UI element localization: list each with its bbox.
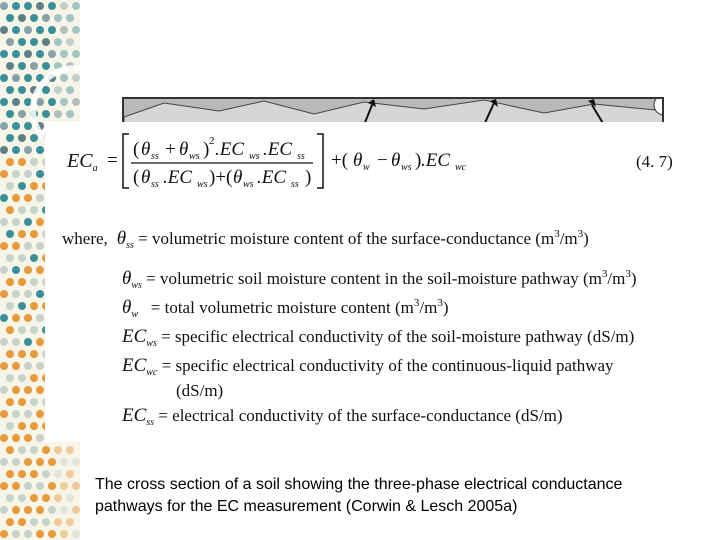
decorative-dot: [24, 410, 32, 418]
decorative-dot: [36, 314, 44, 322]
decorative-dot: [48, 50, 56, 58]
decorative-dot: [12, 74, 20, 82]
decorative-dot: [0, 290, 8, 298]
decorative-dot: [6, 182, 14, 190]
equation-number: (4. 7): [636, 152, 673, 171]
decorative-dot: [6, 350, 14, 358]
decorative-dot: [60, 50, 68, 58]
decorative-dot: [30, 158, 38, 166]
decorative-dot: [18, 494, 26, 502]
decorative-dot: [36, 410, 44, 418]
unit-slash: /m: [419, 298, 438, 317]
decorative-dot: [12, 314, 20, 322]
decorative-dot: [30, 206, 38, 214]
decorative-dot: [12, 2, 20, 10]
svg-text:ss: ss: [297, 151, 305, 162]
decorative-dot: [24, 362, 32, 370]
svg-text:θ: θ: [141, 167, 151, 188]
decorative-dot: [60, 98, 68, 106]
decorative-dot: [18, 518, 26, 526]
svg-text:)+(: )+(: [209, 167, 233, 188]
decorative-dot: [24, 434, 32, 442]
decorative-dot: [72, 98, 80, 106]
decorative-dot: [18, 326, 26, 334]
decorative-dot: [30, 302, 38, 310]
decorative-dot: [12, 290, 20, 298]
ec-wc-text-line1: = specific electrical conductivity of the continuous-liquid pathway: [161, 356, 614, 375]
decorative-dot: [12, 386, 20, 394]
decorative-dot: [0, 50, 8, 58]
decorative-dot: [6, 446, 14, 454]
decorative-dot: [24, 146, 32, 154]
theta-ws-text: = volumetric soil moisture content in the soil-moisture pathway (m: [146, 269, 602, 288]
decorative-dot: [72, 26, 80, 34]
decorative-dot: [12, 170, 20, 178]
decorative-dot: [30, 446, 38, 454]
decorative-dot: [24, 50, 32, 58]
decorative-dot: [30, 38, 38, 46]
decorative-dot: [12, 98, 20, 106]
decorative-dot: [60, 2, 68, 10]
decorative-dot: [12, 218, 20, 226]
decorative-dot: [24, 194, 32, 202]
decorative-dot: [54, 110, 62, 118]
decorative-dot: [24, 506, 32, 514]
decorative-dot: [66, 14, 74, 22]
decorative-dot: [0, 338, 8, 346]
decorative-dot: [36, 266, 44, 274]
decorative-dot: [12, 434, 20, 442]
decorative-dot: [0, 530, 8, 538]
decorative-dot: [24, 290, 32, 298]
decorative-dot: [42, 14, 50, 22]
decorative-dot: [66, 518, 74, 526]
decorative-dot: [6, 422, 14, 430]
decorative-dot: [72, 74, 80, 82]
decorative-dot: [6, 86, 14, 94]
caption-line-1: The cross section of a soil showing the three-phase electrical conductance: [95, 476, 623, 493]
decorative-dot: [54, 14, 62, 22]
decorative-dot: [0, 386, 8, 394]
decorative-dot: [18, 182, 26, 190]
decorative-dot: [36, 386, 44, 394]
decorative-dot: [36, 2, 44, 10]
decorative-dot: [18, 470, 26, 478]
decorative-dot: [36, 218, 44, 226]
decorative-dot: [0, 2, 8, 10]
decorative-dot: [0, 74, 8, 82]
decorative-dot: [0, 98, 8, 106]
decorative-dot: [66, 110, 74, 118]
caption-line-2: pathways for the EC measurement (Corwin & Lesch 2005a): [95, 498, 518, 515]
decorative-dot: [30, 398, 38, 406]
decorative-dot: [30, 518, 38, 526]
decorative-dot: [18, 14, 26, 22]
decorative-dot: [6, 158, 14, 166]
decorative-dot: [18, 446, 26, 454]
unit-close: ): [630, 269, 637, 288]
decorative-dot: [48, 482, 56, 490]
ec-ws-text: = specific electrical conductivity of the soil-moisture pathway (dS/m): [161, 327, 635, 346]
svg-text:ss: ss: [291, 179, 299, 190]
decorative-dot: [36, 170, 44, 178]
decorative-dot: [54, 446, 62, 454]
decorative-dot: [6, 110, 14, 118]
decorative-dot: [0, 26, 8, 34]
equation-lhs-symbol: EC: [67, 150, 93, 172]
decorative-dot: [18, 278, 26, 286]
svg-text:.EC: .EC: [163, 167, 193, 188]
definition-ec-wc: $EC_{wc}$ = specific electrical conductivity of the continuous-liquid pathway: [122, 355, 614, 378]
figure-caption: [95, 474, 705, 518]
decorative-dot: [6, 518, 14, 526]
decorative-dot: [0, 242, 8, 250]
decorative-dot: [18, 110, 26, 118]
decorative-dot: [0, 266, 8, 274]
svg-text:(: (: [133, 139, 140, 160]
decorative-dot: [60, 26, 68, 34]
decorative-dot: [12, 146, 20, 154]
decorative-dot: [6, 206, 14, 214]
decorative-dot: [12, 122, 20, 130]
decorative-dot: [0, 482, 8, 490]
decorative-dot: [30, 422, 38, 430]
decorative-dot: [6, 326, 14, 334]
decorative-dot: [24, 314, 32, 322]
decorative-dot: [18, 62, 26, 70]
decorative-dot: [18, 422, 26, 430]
equation-lhs: [67, 150, 98, 174]
decorative-dot: [24, 338, 32, 346]
decorative-dot: [48, 2, 56, 10]
svg-text:.EC: .EC: [215, 139, 245, 160]
svg-text:=: =: [107, 150, 118, 171]
decorative-dot: [0, 362, 8, 370]
decorative-dot: [12, 194, 20, 202]
decorative-dot: [24, 122, 32, 130]
equation-formula: [107, 130, 517, 192]
svg-text:+(: +(: [331, 150, 349, 171]
decorative-dot: [12, 362, 20, 370]
decorative-dot: [6, 254, 14, 262]
decorative-dot: [30, 14, 38, 22]
decorative-dot: [6, 278, 14, 286]
decorative-dot: [72, 530, 80, 538]
decorative-dot: [60, 482, 68, 490]
decorative-dot: [60, 458, 68, 466]
decorative-dot: [0, 434, 8, 442]
decorative-dot: [36, 26, 44, 34]
svg-text:ws: ws: [249, 151, 260, 162]
decorative-dot: [42, 110, 50, 118]
decorative-dot: [60, 530, 68, 538]
equation-lhs-subscript: a: [92, 163, 98, 174]
decorative-dot: [36, 338, 44, 346]
decorative-dot: [12, 242, 20, 250]
decorative-dot: [36, 434, 44, 442]
svg-text:θ: θ: [353, 150, 363, 171]
svg-text:ss: ss: [151, 151, 159, 162]
decorative-dot: [24, 170, 32, 178]
definition-theta-w: $\theta_w$ = total volumetric moisture content $(m^3/m^3)$: [122, 297, 449, 320]
decorative-dot: [0, 194, 8, 202]
decorative-dot: [66, 446, 74, 454]
svg-text:.EC: .EC: [263, 139, 293, 160]
decorative-dot: [30, 350, 38, 358]
decorative-dot: [48, 98, 56, 106]
decorative-dot: [42, 62, 50, 70]
decorative-dot: [30, 230, 38, 238]
svg-text:): ): [305, 167, 312, 188]
unit-slash: /m: [607, 269, 626, 288]
decorative-dot: [6, 494, 14, 502]
decorative-dot: [66, 470, 74, 478]
svg-text:): ): [203, 139, 210, 160]
decorative-dot: [0, 218, 8, 226]
decorative-dot: [24, 242, 32, 250]
decorative-dot: [12, 266, 20, 274]
decorative-dot: [12, 26, 20, 34]
svg-text:(: (: [133, 167, 140, 188]
decorative-dot: [6, 470, 14, 478]
svg-text:ws: ws: [197, 179, 208, 190]
decorative-dot: [6, 302, 14, 310]
decorative-dot: [6, 134, 14, 142]
svg-text:+: +: [165, 139, 176, 160]
decorative-dot: [72, 2, 80, 10]
definition-ec-ss: $EC_{ss}$ = electrical conductivity of the surface-conductance (dS/m): [122, 405, 563, 428]
decorative-dot: [6, 374, 14, 382]
unit-close: ): [583, 229, 589, 248]
decorative-dot: [66, 38, 74, 46]
decorative-dot: [36, 50, 44, 58]
decorative-dot: [30, 62, 38, 70]
decorative-dot: [30, 254, 38, 262]
unit-close: ): [442, 298, 449, 317]
decorative-dot: [6, 230, 14, 238]
decorative-dot: [30, 134, 38, 142]
decorative-dot: [30, 182, 38, 190]
svg-text:.EC: .EC: [421, 150, 451, 171]
decorative-dot: [0, 122, 8, 130]
decorative-dot: [18, 158, 26, 166]
svg-text:): ): [415, 150, 422, 171]
ec-ss-text: = electrical conductivity of the surface-conductance (dS/m): [158, 406, 563, 425]
decorative-dot: [54, 86, 62, 94]
definition-theta-ss: where, $\theta_{ss}$ = volumetric moisture content of the surface-conductance $(m^3/m^3)$: [62, 228, 589, 251]
decorative-dot: [6, 62, 14, 70]
decorative-dot: [18, 206, 26, 214]
decorative-dot: [24, 530, 32, 538]
decorative-dot: [36, 290, 44, 298]
decorative-dot: [0, 146, 8, 154]
decorative-dot: [60, 506, 68, 514]
decorative-dot: [54, 494, 62, 502]
decorative-dot: [6, 38, 14, 46]
decorative-dot: [24, 218, 32, 226]
decorative-dot: [12, 50, 20, 58]
decorative-dot: [12, 338, 20, 346]
decorative-dot: [18, 86, 26, 94]
decorative-dot: [54, 470, 62, 478]
svg-text:2: 2: [209, 135, 215, 147]
definition-ec-wc-line2: (dS/m): [176, 381, 224, 400]
decorative-dot: [18, 374, 26, 382]
decorative-dot: [54, 518, 62, 526]
decorative-dot: [36, 506, 44, 514]
definition-theta-ws: $\theta_{ws}$ = volumetric soil moisture content in the soil-moisture pathway $(m^3/m^3)$: [122, 268, 637, 291]
definitions-intro: where,: [62, 229, 108, 248]
soil-particles-graphic: [124, 99, 664, 123]
decorative-dot: [30, 326, 38, 334]
theta-ss-text: = volumetric moisture content of the surface-conductance (m: [138, 229, 555, 248]
decorative-dot: [6, 14, 14, 22]
decorative-dot: [48, 530, 56, 538]
decorative-dot: [30, 278, 38, 286]
svg-text:ws: ws: [401, 162, 412, 173]
decorative-dot: [36, 530, 44, 538]
decorative-dot: [6, 398, 14, 406]
decorative-dot: [72, 458, 80, 466]
decorative-dot: [12, 530, 20, 538]
decorative-dot: [30, 470, 38, 478]
decorative-dot: [24, 458, 32, 466]
svg-text:−: −: [377, 150, 388, 171]
svg-text:w: w: [363, 162, 370, 173]
decorative-dot: [24, 2, 32, 10]
decorative-dot: [12, 458, 20, 466]
decorative-dot: [36, 458, 44, 466]
svg-text:ss: ss: [151, 179, 159, 190]
decorative-dot: [42, 494, 50, 502]
decorative-dot: [0, 314, 8, 322]
decorative-dot: [18, 350, 26, 358]
decorative-dot: [42, 518, 50, 526]
svg-text:ws: ws: [189, 151, 200, 162]
decorative-dot: [54, 38, 62, 46]
decorative-dot: [18, 38, 26, 46]
decorative-dot: [12, 506, 20, 514]
formula-panel: [45, 122, 675, 442]
decorative-dot: [48, 506, 56, 514]
decorative-dot: [72, 50, 80, 58]
decorative-dot: [42, 446, 50, 454]
decorative-dot: [0, 410, 8, 418]
svg-text:ws: ws: [243, 179, 254, 190]
decorative-dot: [30, 374, 38, 382]
soil-diagram-fragment: [122, 97, 664, 123]
decorative-dot: [36, 146, 44, 154]
svg-text:.EC: .EC: [257, 167, 287, 188]
decorative-dot: [0, 506, 8, 514]
decorative-dot: [18, 230, 26, 238]
decorative-dot: [18, 134, 26, 142]
decorative-dot: [66, 494, 74, 502]
unit-slash: /m: [559, 229, 578, 248]
decorative-dot: [24, 26, 32, 34]
svg-text:wc: wc: [455, 162, 467, 173]
decorative-dot: [18, 254, 26, 262]
decorative-dot: [36, 482, 44, 490]
definition-ec-ws: $EC_{ws}$ = specific electrical conductivity of the soil-moisture pathway (dS/m): [122, 326, 635, 349]
decorative-dot: [36, 362, 44, 370]
decorative-dot: [0, 170, 8, 178]
decorative-dot: [0, 458, 8, 466]
decorative-dot: [24, 266, 32, 274]
theta-w-text: = total volumetric moisture content (m: [150, 298, 414, 317]
decorative-dot: [48, 458, 56, 466]
svg-text:θ: θ: [233, 167, 243, 188]
decorative-dot: [72, 506, 80, 514]
decorative-dot: [24, 386, 32, 394]
decorative-dot: [12, 482, 20, 490]
decorative-dot: [60, 74, 68, 82]
decorative-dot: [42, 470, 50, 478]
svg-text:θ: θ: [179, 139, 189, 160]
decorative-dot: [48, 26, 56, 34]
decorative-dot: [24, 482, 32, 490]
decorative-dot: [12, 410, 20, 418]
decorative-dot: [42, 38, 50, 46]
decorative-dot: [24, 74, 32, 82]
decorative-dot: [36, 194, 44, 202]
decorative-dot: [18, 302, 26, 310]
decorative-dot: [18, 398, 26, 406]
decorative-dot: [72, 482, 80, 490]
decorative-dot: [66, 86, 74, 94]
decorative-dot: [36, 242, 44, 250]
svg-text:θ: θ: [391, 150, 401, 171]
svg-text:θ: θ: [141, 139, 151, 160]
decorative-dot: [30, 494, 38, 502]
